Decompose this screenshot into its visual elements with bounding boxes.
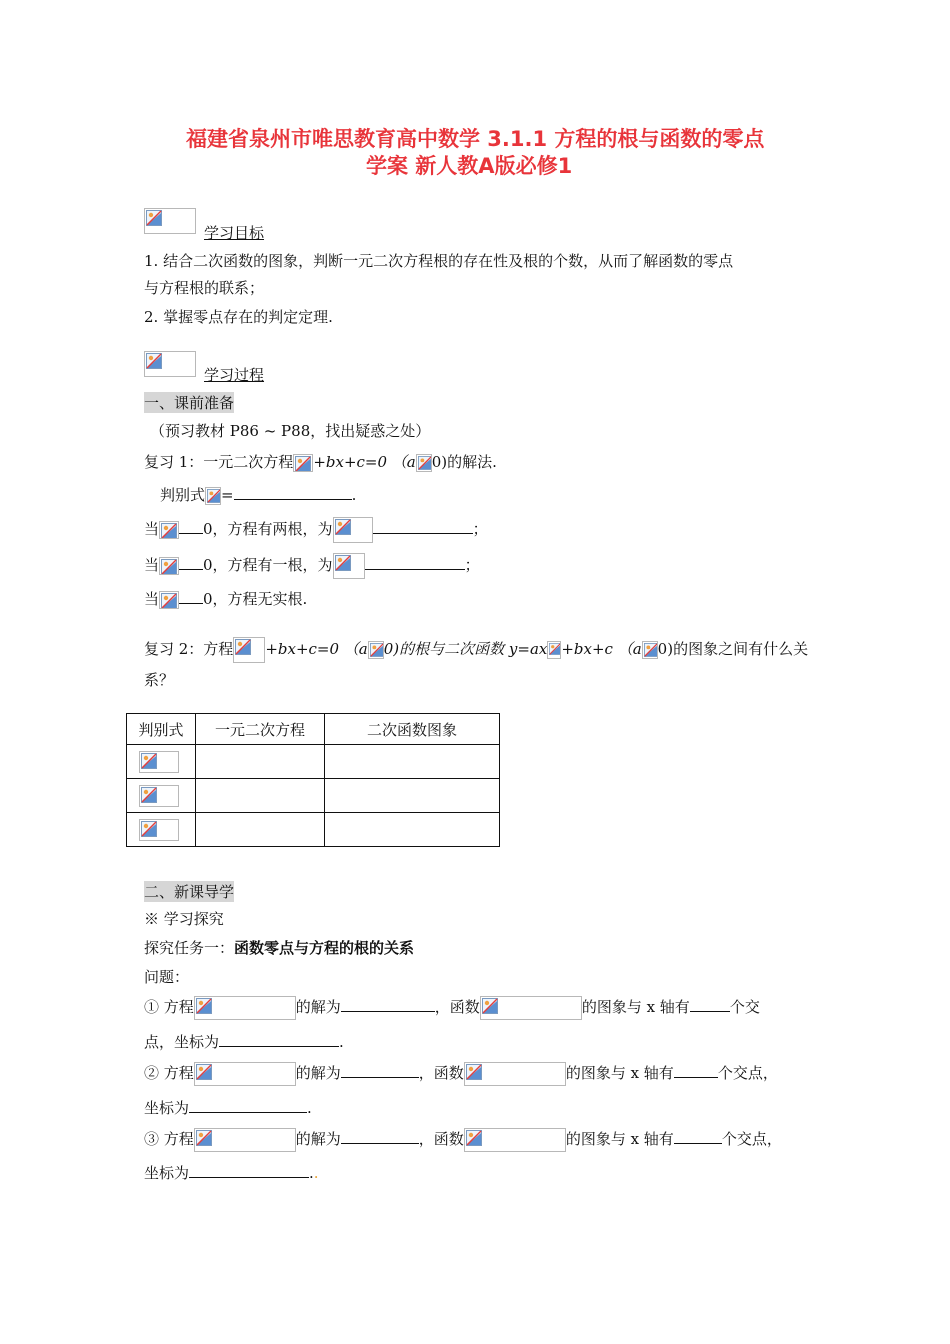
goals-heading: 学习目标 xyxy=(204,224,265,242)
question-label: 问题： xyxy=(144,968,190,986)
goal-1: 1. 结合二次函数的图象，判断一元二次方程根的存在性及根的个数，从而了解函数的零点 xyxy=(144,252,734,270)
case-no-root: 当 0，方程无实根. xyxy=(144,590,308,608)
table-row xyxy=(127,779,500,813)
table-header: 一元二次方程 xyxy=(196,714,325,745)
question-1: ① 方程 的解为 ，函数 的图象与 x 轴有 个交 xyxy=(144,996,760,1020)
section-icon xyxy=(144,208,196,234)
formula-image xyxy=(293,454,313,472)
question-3: ③ 方程 的解为 ，函数 的图象与 x 轴有 个交点， xyxy=(144,1128,782,1152)
process-heading: 学习过程 xyxy=(204,366,265,384)
case-two-roots: 当 0，方程有两根，为 ； xyxy=(144,517,488,543)
discriminant-table xyxy=(126,713,500,847)
question-2: ② 方程 的解为 ，函数 的图象与 x 轴有 个交点， xyxy=(144,1062,778,1086)
table-header: 判别式 xyxy=(127,714,196,745)
review-1: 复习 1：一元二次方程 +bx+c=0 （a 0)的解法. xyxy=(144,453,497,471)
section-icon xyxy=(144,351,196,377)
doc-title-line2: 学案 新人教A版必修1 xyxy=(366,154,573,178)
table-header: 二次函数图象 xyxy=(325,714,500,745)
table-row xyxy=(127,745,500,779)
part2-heading: 二、新课导学 xyxy=(144,883,235,901)
question-1-cont: 点，坐标为 . xyxy=(144,1033,344,1051)
goal-2: 2. 掌握零点存在的判定定理. xyxy=(144,308,333,326)
doc-title-line1: 福建省泉州市唯思教育高中数学 3.1.1 方程的根与函数的零点 xyxy=(186,127,765,151)
question-3-cont: 坐标为 .. xyxy=(144,1164,319,1182)
table-row xyxy=(127,813,500,847)
explore-heading: ※ 学习探究 xyxy=(144,910,224,928)
review-2: 复习 2：方程 +bx+c=0 （a 0)的根与二次函数 y=ax +bx+c （a 0)的图象之间有什么关 xyxy=(144,637,808,663)
review-2-cont: 系？ xyxy=(144,671,175,689)
formula-image xyxy=(416,454,432,472)
preview-note: （预习教材 P86 ~ P88，找出疑惑之处） xyxy=(150,422,431,440)
goal-1-cont: 与方程根的联系； xyxy=(144,279,265,297)
case-one-root: 当 0，方程有一根，为 ； xyxy=(144,553,480,579)
question-2-cont: 坐标为 . xyxy=(144,1099,312,1117)
discriminant-line: 判别式 = . xyxy=(160,486,357,504)
part1-heading: 一、课前准备 xyxy=(144,394,235,412)
task-one: 探究任务一：函数零点与方程的根的关系 xyxy=(144,939,415,957)
